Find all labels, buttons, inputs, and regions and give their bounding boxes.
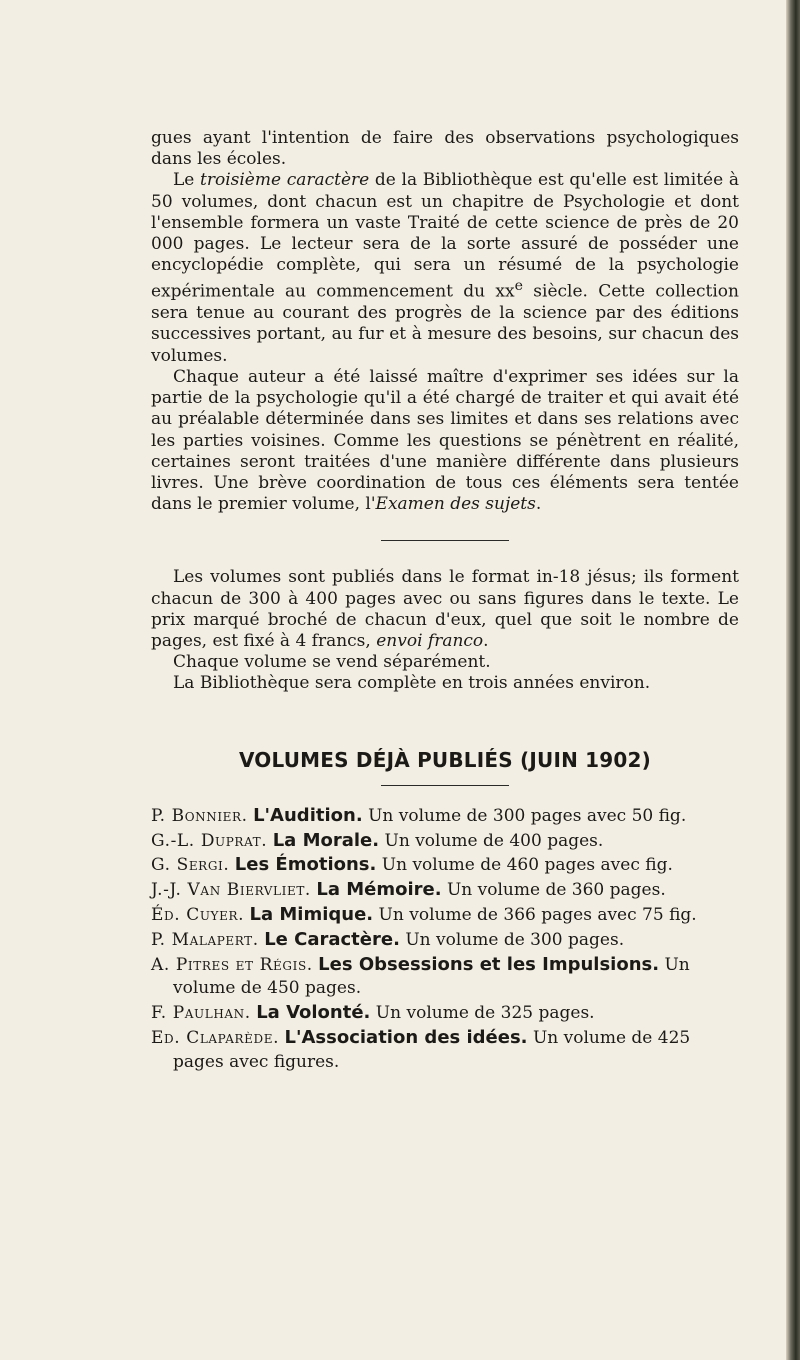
publication-title: La Mimique. [249,903,374,925]
publication-description: Un volume de 366 pages avec 75 fig. [378,904,697,925]
publication-entry [151,853,739,878]
century-superscript: e [514,278,523,295]
publication-entry [151,903,739,928]
completion-line: La Bibliothèque sera complète en trois années environ. [173,673,651,694]
intro-paragraph-3 [151,367,739,515]
publication-description: Un volume de 460 pages avec fig. [381,855,673,876]
intro-paragraph-2-end: siècle. Cette collection sera tenue au courant des progrès de la science par des éditions successives portant, au fur et à mesure des besoins, sur chacun des volumes. [151,282,739,366]
publication-description: Un volume de 300 pages avec 50 fig. [368,805,687,826]
publication-title: Les Émotions. [234,854,377,876]
publication-description: Un volume de 450 pages. [173,954,690,999]
published-volumes-heading: VOLUMES DÉJÀ PUBLIÉS (JUIN 1902) [238,747,651,772]
format-paragraph-start: Les volumes sont publiés dans le format in-18 jésus; ils forment chacun de 300 à 400 pages avec ou sans figures dans le texte. Le prix marqué broché de chacun d'eux, quel que soit le nombre de pages, est fixé à 4 francs, [151,567,739,651]
publication-list [151,804,739,1075]
publication-title: La Volonté. [256,1002,371,1024]
publication-author: J.-J. Van Biervliet. [151,880,311,901]
publication-entry [151,928,739,953]
publication-description: Un volume de 400 pages. [384,830,604,851]
publication-author: P. Bonnier. [151,805,248,826]
publication-title: L'Audition. [253,804,363,826]
intro-paragraph-2-middle: de la Bibliothèque est qu'elle est limitée à 50 volumes, dont chacun est un chapitre de Psychologie et dont l'ensemble formera un vaste Traité de cette science de près de 20 000 pages. Le lecteur sera de la sorte assuré de posséder une encyclopédie complète, qui sera un résumé de la psychologie expérimentale au commencement du xx [151,170,739,303]
publication-description: Un volume de 360 pages. [446,880,666,901]
publication-title: L'Association des idées. [284,1026,528,1048]
publication-author: Ed. Claparède. [151,1027,280,1048]
publication-description: Un volume de 325 pages. [375,1003,595,1024]
section-divider-top [381,540,509,541]
publication-entry [151,804,739,829]
publication-entry [151,953,739,1002]
envoi-franco-emphasis: envoi franco [376,630,484,651]
publication-title: Les Obsessions et les Impulsions. [318,953,660,975]
publication-author: P. Malapert. [151,929,259,950]
intro-paragraph-3-end: . [535,494,542,515]
intro-paragraph-1: gues ayant l'intention de faire des observations psychologiques dans les écoles. [151,128,739,170]
sold-separately-line: Chaque volume se vend séparément. [173,652,491,673]
format-paragraph [151,567,739,652]
section-divider-heading [381,785,509,786]
third-character-emphasis: troisième caractère [200,170,370,191]
publication-author: G. Sergi. [151,855,230,876]
publication-description: Un volume de 425 pages avec figures. [173,1027,691,1072]
intro-paragraph-2 [151,170,739,366]
publication-entry [151,878,739,903]
publication-title: La Morale. [272,829,380,851]
publication-author: F. Paulhan. [151,1003,251,1024]
publication-author: G.-L. Duprat. [151,830,268,851]
publication-description: Un volume de 300 pages. [405,929,625,950]
format-paragraph-end: . [483,630,489,651]
intro-paragraph-3-start: Chaque auteur a été laissé maître d'exprimer ses idées sur la partie de la psychologie qu'il a été chargé de traiter et qui avait été au préalable déterminée dans ses limites et dans ses relations avec les parties voisines. Comme les questions se pénètrent en réalité, certaines seront traitées d'une manière différente dans plusieurs livres. Une brève coordination de tous ces éléments sera tentée dans le premier volume, l' [151,366,739,515]
publication-entry [151,829,739,854]
publication-author: Éd. Cuyer. [151,904,245,925]
intro-paragraph-2-start: Le [173,170,201,191]
publication-title: Le Caractère. [264,928,400,950]
publication-author: A. Pitres et Régis. [151,954,313,975]
publication-title: La Mémoire. [316,879,442,901]
page-body [151,128,739,1075]
examen-des-sujets-emphasis: Examen des sujets [375,494,536,515]
publication-entry [151,1026,739,1075]
publication-entry [151,1001,739,1026]
page-edge-shadow [786,0,800,1360]
